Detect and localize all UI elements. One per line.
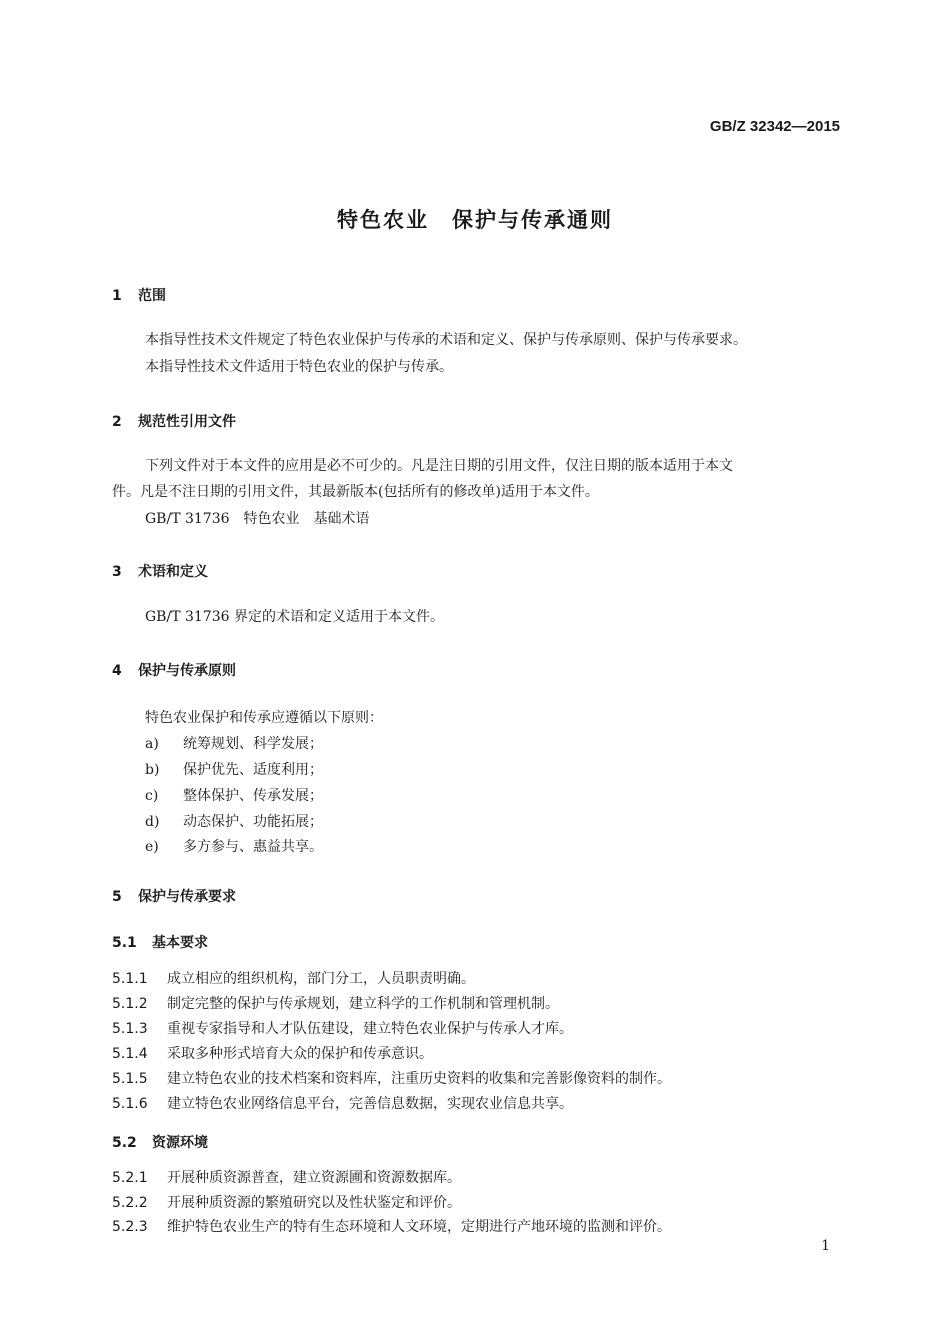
- clause-text: 制定完整的保护与传承规划，建立科学的工作机制和管理机制。: [167, 996, 559, 1012]
- list-item: [145, 811, 323, 831]
- clause: [112, 1167, 461, 1187]
- section-title: 规范性引用文件: [138, 414, 236, 430]
- clause-number: 5.1.1: [112, 971, 148, 987]
- subsection-number: 5.1: [112, 935, 137, 951]
- clause-text: 开展种质资源普查，建立资源圃和资源数据库。: [167, 1170, 461, 1186]
- list-label: a): [145, 736, 159, 752]
- subsection-title: 基本要求: [152, 935, 208, 951]
- clause-text: 重视专家指导和人才队伍建设，建立特色农业保护与传承人才库。: [167, 1021, 573, 1037]
- clause: [112, 993, 559, 1013]
- paragraph: GB/T 31736 界定的术语和定义适用于本文件。: [145, 609, 444, 625]
- list-text: 整体保护、传承发展；: [183, 788, 323, 804]
- clause: [112, 1093, 573, 1113]
- list-text: 多方参与、惠益共享。: [183, 839, 323, 855]
- clause: [112, 968, 475, 988]
- section-number: 2: [112, 414, 122, 430]
- clause-text: 开展种质资源的繁殖研究以及性状鉴定和评价。: [167, 1195, 461, 1211]
- list-text: 保护优先、适度利用；: [183, 762, 323, 778]
- clause-text: 建立特色农业网络信息平台，完善信息数据，实现农业信息共享。: [167, 1096, 573, 1112]
- list-item: [145, 836, 323, 856]
- subsection-title: 资源环境: [152, 1135, 208, 1151]
- clause-number: 5.1.5: [112, 1071, 148, 1087]
- list-label: c): [145, 788, 159, 804]
- clause-number: 5.2.1: [112, 1170, 148, 1186]
- subsection-5-2-heading: [112, 1132, 208, 1152]
- clause-number: 5.2.3: [112, 1219, 148, 1235]
- list-item: [145, 759, 323, 779]
- clause: [112, 1216, 671, 1236]
- clause-number: 5.1.6: [112, 1096, 148, 1112]
- section-number: 5: [112, 889, 122, 905]
- clause-number: 5.1.3: [112, 1021, 148, 1037]
- clause-text: 采取多种形式培育大众的保护和传承意识。: [167, 1046, 433, 1062]
- clause: [112, 1068, 671, 1088]
- paragraph: 特色农业保护和传承应遵循以下原则：: [145, 710, 383, 726]
- clause: [112, 1018, 573, 1038]
- document-code: GB/Z 32342—2015: [709, 118, 840, 135]
- paragraph-continuation: 件。凡是不注日期的引用文件，其最新版本(包括所有的修改单)适用于本文件。: [112, 484, 599, 500]
- list-item: [145, 733, 323, 753]
- clause-text: 成立相应的组织机构，部门分工，人员职责明确。: [167, 971, 475, 987]
- clause: [112, 1192, 461, 1212]
- section-title: 保护与传承要求: [138, 889, 236, 905]
- paragraph: 本指导性技术文件规定了特色农业保护与传承的术语和定义、保护与传承原则、保护与传承要求。: [145, 332, 747, 348]
- section-4-heading: [112, 660, 236, 680]
- list-item: [145, 785, 323, 805]
- section-1-heading: [112, 285, 166, 305]
- list-text: 动态保护、功能拓展；: [183, 814, 323, 830]
- section-number: 1: [112, 288, 122, 304]
- list-label: e): [145, 839, 159, 855]
- section-5-heading: [112, 886, 236, 906]
- paragraph: 本指导性技术文件适用于特色农业的保护与传承。: [145, 359, 453, 375]
- section-3-heading: [112, 561, 208, 581]
- clause: [112, 1043, 433, 1063]
- subsection-5-1-heading: [112, 932, 208, 952]
- section-title: 范围: [138, 288, 166, 304]
- clause-number: 5.2.2: [112, 1195, 148, 1211]
- page-number: 1: [821, 1238, 830, 1254]
- paragraph: 下列文件对于本文件的应用是必不可少的。凡是注日期的引用文件，仅注日期的版本适用于本文: [145, 458, 733, 474]
- section-number: 3: [112, 564, 122, 580]
- subsection-number: 5.2: [112, 1135, 137, 1151]
- clause-number: 5.1.4: [112, 1046, 148, 1062]
- normative-reference: GB/T 31736 特色农业 基础术语: [145, 511, 370, 527]
- section-number: 4: [112, 663, 122, 679]
- document-title: 特色农业 保护与传承通则: [337, 208, 613, 232]
- clause-text: 维护特色农业生产的特有生态环境和人文环境，定期进行产地环境的监测和评价。: [167, 1219, 671, 1235]
- list-text: 统筹规划、科学发展；: [183, 736, 323, 752]
- clause-number: 5.1.2: [112, 996, 148, 1012]
- list-label: b): [145, 762, 160, 778]
- section-2-heading: [112, 411, 236, 431]
- section-title: 术语和定义: [138, 564, 208, 580]
- list-label: d): [145, 814, 160, 830]
- section-title: 保护与传承原则: [138, 663, 236, 679]
- clause-text: 建立特色农业的技术档案和资料库，注重历史资料的收集和完善影像资料的制作。: [167, 1071, 671, 1087]
